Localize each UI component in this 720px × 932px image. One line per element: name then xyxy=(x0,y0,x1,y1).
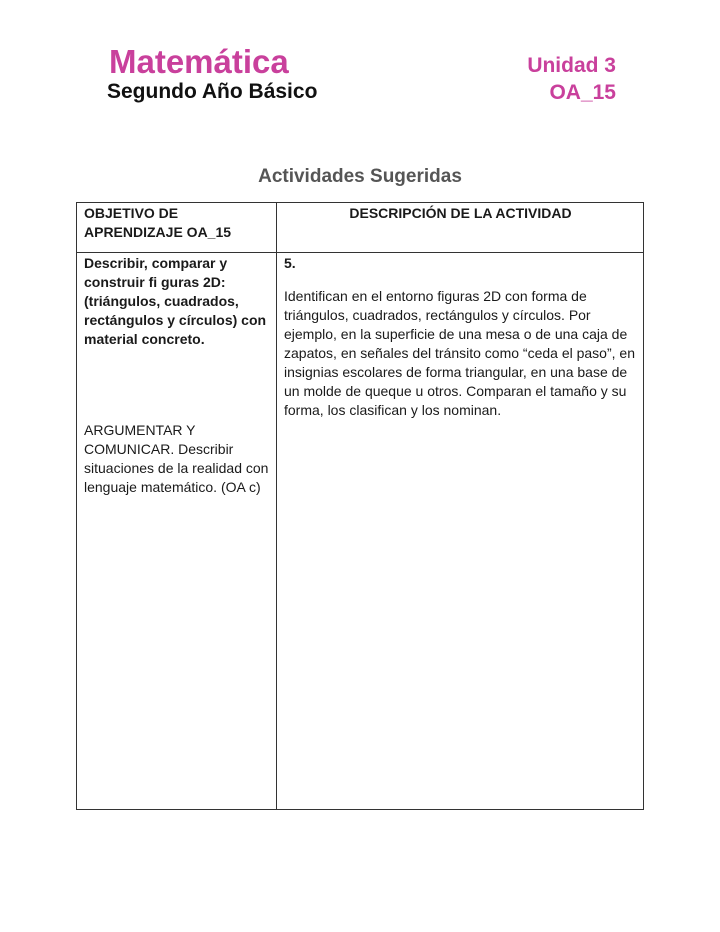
objective-column-header: OBJETIVO DE APRENDIZAJE OA_15 xyxy=(77,203,277,253)
grade-title: Segundo Año Básico xyxy=(107,80,318,103)
activity-number: 5. xyxy=(284,255,296,271)
table-header-row xyxy=(77,203,644,253)
activity-description: Identifican en el entorno figuras 2D con forma de triángulos, cuadrados, rectángulos y círculos. Por ejemplo, en la superficie de una mesa o de una caja de zapatos, en señales del tránsito como “ceda el paso”, en insignias escolares de forma triangular, en una base de un molde de queque u otros. Comparan el tamaño y su forma, los clasifican y los nominan. xyxy=(284,288,635,418)
objective-text: Describir, comparar y construir fi guras 2D: (triángulos, cuadrados, rectángulos y círculos) con material concreto. xyxy=(84,255,267,347)
description-cell xyxy=(277,253,644,810)
unit-label: Unidad 3 xyxy=(527,54,616,77)
section-title: Actividades Sugeridas xyxy=(258,166,462,187)
description-column-header: DESCRIPCIÓN DE LA ACTIVIDAD xyxy=(277,203,644,253)
activity-table xyxy=(76,202,644,810)
oa-label: OA_15 xyxy=(549,81,616,104)
objective-cell xyxy=(77,253,277,810)
skill-text: ARGUMENTAR Y COMUNICAR. Describir situaciones de la realidad con lenguaje matemático. (OA c) xyxy=(84,422,269,495)
subject-title: Matemática xyxy=(109,43,289,80)
table-row xyxy=(77,253,644,810)
